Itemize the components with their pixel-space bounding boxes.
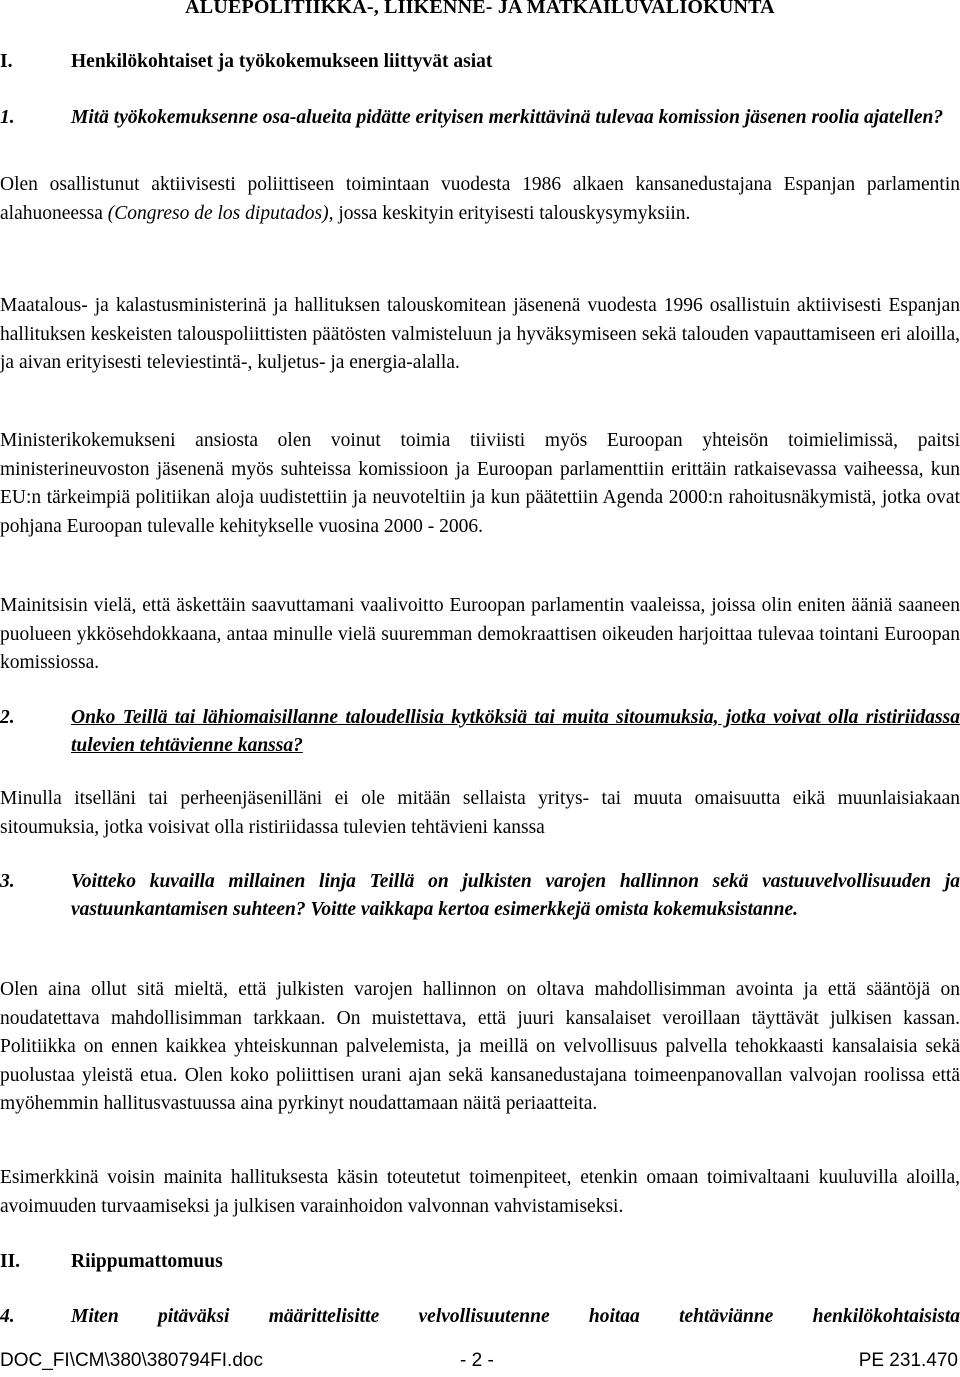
question-text: Onko Teillä tai lähiomaisillanne taloudellisia kytköksiä tai muita sitoumuksia, jotka voivat olla ristiriidassa tulevien tehtävienne kanssa? bbox=[71, 707, 960, 756]
question-1 bbox=[0, 104, 960, 132]
question-4 bbox=[0, 1303, 960, 1331]
section-title: Riippumattomuus bbox=[71, 1251, 223, 1272]
document-reference: DOC_FI\CM\380\380794FI.doc bbox=[0, 1350, 263, 1371]
paragraph-1 bbox=[0, 171, 960, 228]
italic-term: (Congreso de los diputados), bbox=[107, 202, 334, 224]
paragraph-6: Olen aina ollut sitä mieltä, että julkisten varojen hallinnon on oltava mahdollisimman avointa ja että sääntöjä on noudatettava mahdollisimman tarkkaan. On muistettava, että juuri kansalaiset veroillaan täyttävät julkisen kassan. Politiikka on ennen kaikkea yhteiskunnan palvelemista, ja meillä on velvollisuus palvella tehokkaasti kansalaisia sekä puolustaa yleistä etua. Olen koko poliittisen urani ajan sekä kansanedustajana toimeenpanovallan valvojan roolissa että myöhemmin hallitusvastuussa aina pyrkinyt noudattamaan näitä periaatteita. bbox=[0, 979, 960, 1115]
paragraph-7: Esimerkkinä voisin mainita hallituksesta käsin toteutetut toimenpiteet, etenkin omaan toimivaltaani kuuluvilla aloilla, avoimuuden turvaamiseksi ja julkisen varainhoidon valvonnan vahvistamiseksi. bbox=[0, 1167, 960, 1217]
section-number: I. bbox=[0, 51, 13, 72]
question-number: 2. bbox=[0, 707, 15, 728]
paragraph-3: Ministerikokemukseni ansiosta olen voinut toimia tiiviisti myös Euroopan yhteisön toimielimissä, paitsi ministerineuvoston jäsenenä myös suhteissa komissioon ja Euroopan parlamenttiin erittäin ratkaisevassa vaiheessa, kun EU:n tärkeimpiä politiikan aloja uudistettiin ja neuvoteltiin ja kun päätettiin Agenda 2000:n rahoitusnäkymistä, jotka ovat pohjana Euroopan tulevalle kehitykselle vuosina 2000 - 2006. bbox=[0, 430, 960, 537]
question-3 bbox=[0, 868, 960, 924]
committee-title: ALUEPOLITIIKKA-, LIIKENNE- JA MATKAILUVALIOKUNTA bbox=[185, 0, 775, 18]
page-number: - 2 - bbox=[460, 1350, 494, 1371]
section-number: II. bbox=[0, 1251, 21, 1272]
paragraph-text: jossa keskityin erityisesti talouskysymyksiin. bbox=[333, 202, 691, 224]
question-number: 1. bbox=[0, 107, 15, 128]
paragraph-2: Maatalous- ja kalastusministerinä ja hallituksen talouskomitean jäsenenä vuodesta 1996 osallistuin aktiivisesti Espanjan hallituksen keskeisten talouspoliittisten päätösten valmisteluun ja hyväksymiseen sekä talouden vapauttamiseen eri aloilla, ja aivan erityisesti televiestintä-, kuljetus- ja energia-alalla. bbox=[0, 295, 960, 374]
question-text: Voitteko kuvailla millainen linja Teillä on julkisten varojen hallinnon sekä vastuuvelvollisuuden ja vastuunkantamisen suhteen? Voitte vaikkapa kertoa esimerkkejä omista kokemuksistanne. bbox=[71, 871, 960, 920]
paragraph-text: Olen osallistunut aktiivisesti poliittiseen toimintaan vuodesta 1986 alkaen kansanedustajana Espanjan parlamentin alahuoneessa bbox=[0, 174, 960, 224]
page-footer bbox=[0, 1350, 960, 1377]
section-heading-1 bbox=[0, 48, 960, 76]
question-text: Mitä työkokemuksenne osa-alueita pidätte erityisen merkittävinä tulevaa komission jäsenen roolia ajatellen? bbox=[71, 107, 944, 128]
question-2 bbox=[0, 704, 960, 760]
pe-number: PE 231.470 bbox=[858, 1350, 958, 1371]
section-heading-2 bbox=[0, 1248, 960, 1276]
section-title: Henkilökohtaiset ja työkokemukseen liittyvät asiat bbox=[71, 51, 493, 72]
paragraph-5: Minulla itselläni tai perheenjäsenilläni ei ole mitään sellaista yritys- tai muuta omaisuutta eikä muunlaisiakaan sitoumuksia, jotka voisivat olla ristiriidassa tulevien tehtävieni kanssa bbox=[0, 788, 960, 838]
question-text: Miten pitäväksi määrittelisitte velvollisuutenne hoitaa tehtäviänne henkilökohtaisista bbox=[71, 1306, 960, 1327]
question-number: 3. bbox=[0, 871, 15, 892]
paragraph-4: Mainitsisin vielä, että äskettäin saavuttamani vaalivoitto Euroopan parlamentin vaaleissa, joissa olin eniten ääniä saaneen puolueen ykkösehdokkaana, antaa minulle vielä suuremman demokraattisen oikeuden harjoittaa tulevaa tointani Euroopan komissiossa. bbox=[0, 595, 960, 674]
question-number: 4. bbox=[0, 1306, 15, 1327]
